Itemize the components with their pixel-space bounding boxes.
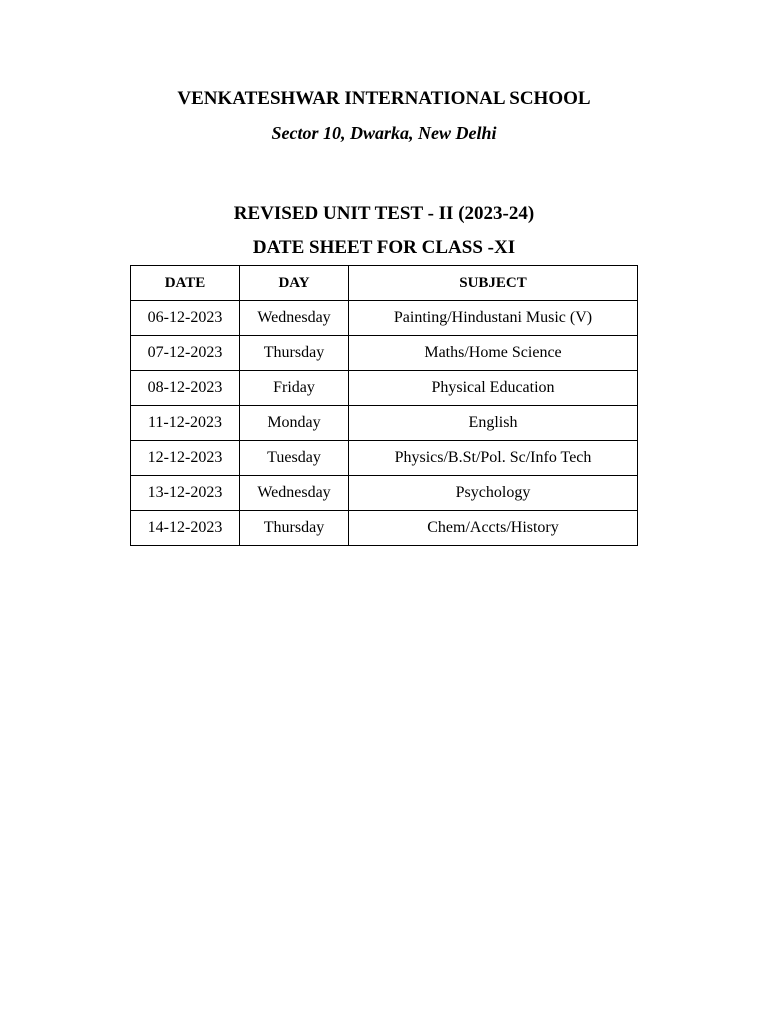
table-row: [131, 406, 638, 441]
school-name: VENKATESHWAR INTERNATIONAL SCHOOL: [177, 88, 591, 109]
datesheet-title: DATE SHEET FOR CLASS -XI: [252, 237, 516, 258]
column-header-subject: SUBJECT: [349, 266, 638, 301]
cell-date: 08-12-2023: [131, 371, 240, 406]
cell-subject: Painting/Hindustani Music (V): [349, 301, 638, 336]
cell-day: Wednesday: [240, 301, 349, 336]
table-header-row: [131, 266, 638, 301]
cell-subject: Maths/Home Science: [349, 336, 638, 371]
column-header-date: DATE: [131, 266, 240, 301]
table-row: [131, 301, 638, 336]
table-row: [131, 476, 638, 511]
datesheet-table: [130, 265, 638, 546]
table-row: [131, 336, 638, 371]
cell-subject: Physics/B.St/Pol. Sc/Info Tech: [349, 441, 638, 476]
cell-day: Wednesday: [240, 476, 349, 511]
cell-date: 13-12-2023: [131, 476, 240, 511]
cell-day: Tuesday: [240, 441, 349, 476]
cell-subject: Physical Education: [349, 371, 638, 406]
cell-day: Friday: [240, 371, 349, 406]
table-row: [131, 441, 638, 476]
cell-date: 07-12-2023: [131, 336, 240, 371]
cell-subject: Chem/Accts/History: [349, 511, 638, 546]
cell-day: Monday: [240, 406, 349, 441]
cell-subject: English: [349, 406, 638, 441]
cell-date: 14-12-2023: [131, 511, 240, 546]
cell-day: Thursday: [240, 336, 349, 371]
table-row: [131, 371, 638, 406]
cell-date: 11-12-2023: [131, 406, 240, 441]
cell-subject: Psychology: [349, 476, 638, 511]
cell-date: 12-12-2023: [131, 441, 240, 476]
table-row: [131, 511, 638, 546]
school-address: Sector 10, Dwarka, New Delhi: [271, 123, 497, 143]
exam-title: REVISED UNIT TEST - II (2023-24): [233, 203, 535, 224]
column-header-day: DAY: [240, 266, 349, 301]
cell-day: Thursday: [240, 511, 349, 546]
cell-date: 06-12-2023: [131, 301, 240, 336]
